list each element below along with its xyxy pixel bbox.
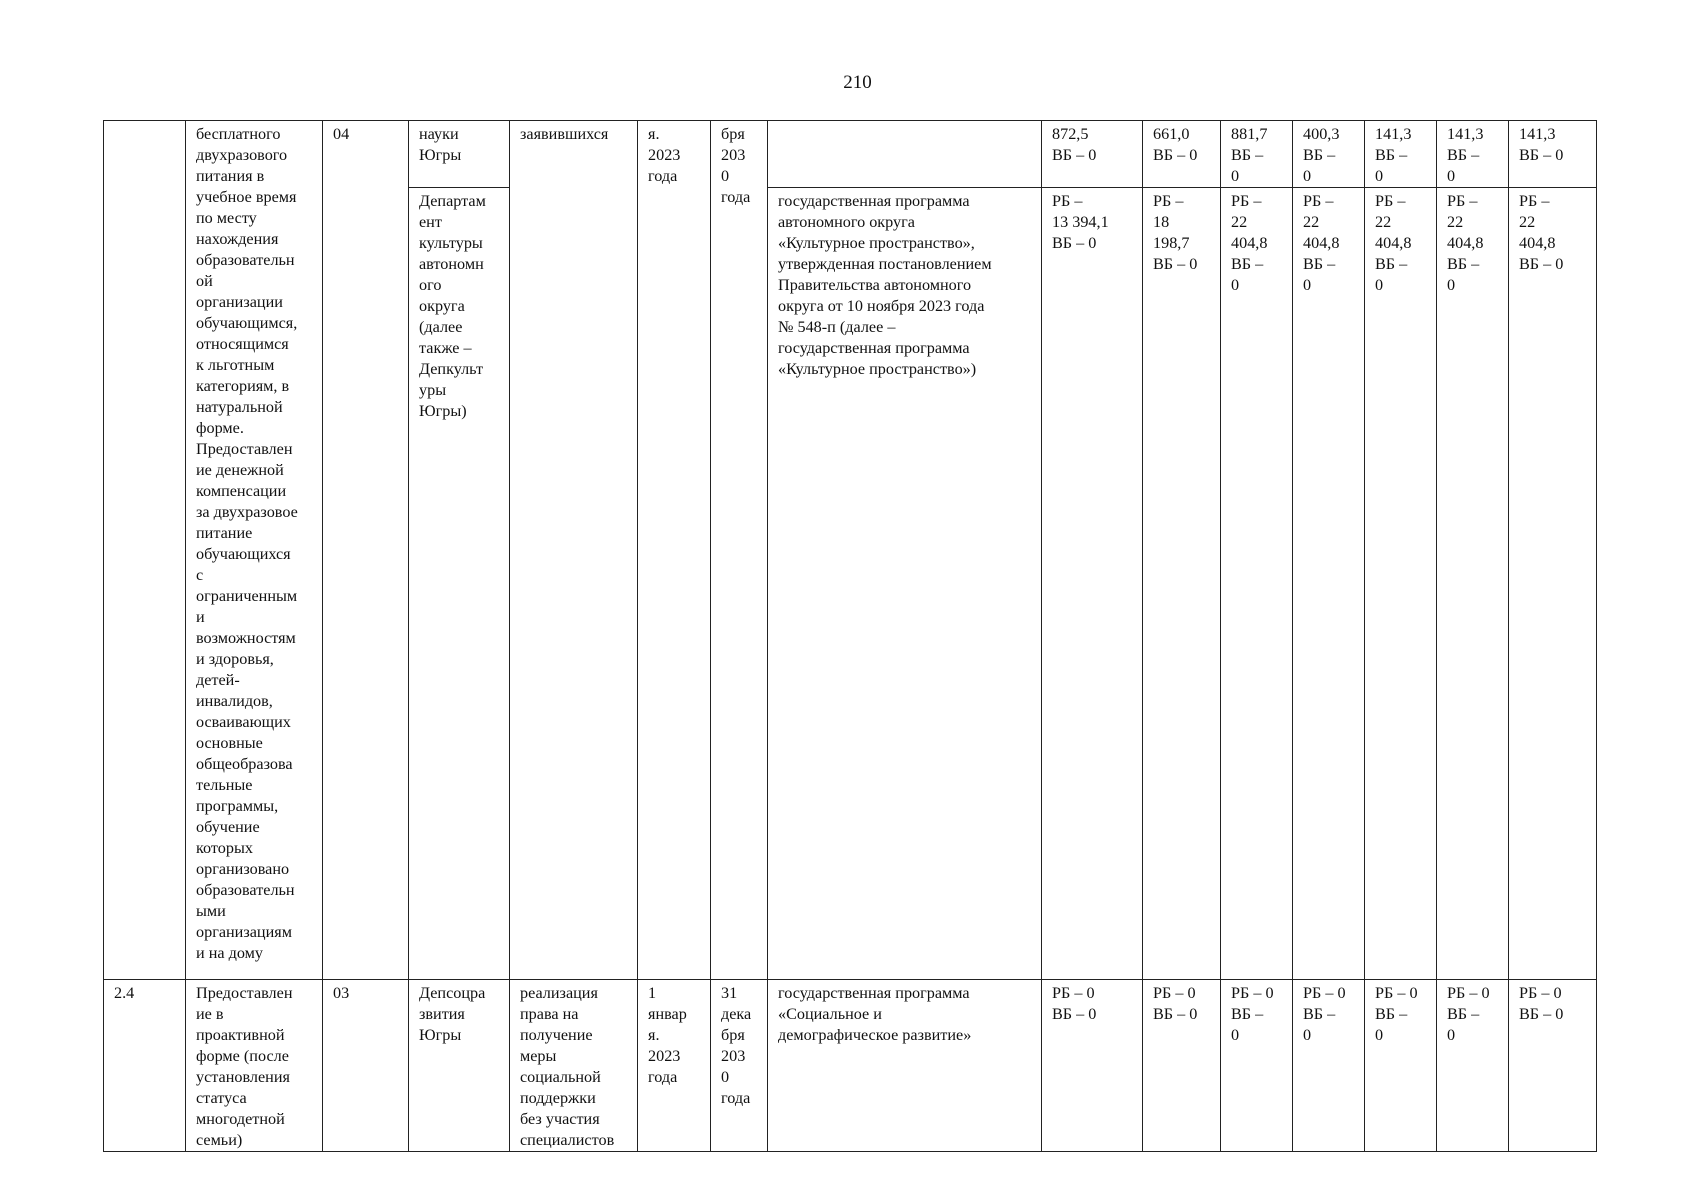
- funding-2025-cell: РБ – 22 404,8 ВБ – 0: [1221, 188, 1293, 980]
- end-date-cell: 31 дека бря 203 0 года: [711, 980, 768, 1152]
- row-number-cell: 2.4: [104, 980, 186, 1152]
- result-cell: реализация права на получение меры социальной поддержки без участия специалистов: [510, 980, 638, 1152]
- executor-cell: Департам ент культуры автономн ого округа (далее также – Депкульт уры Югры): [409, 188, 510, 980]
- funding-2026-cell: РБ – 22 404,8 ВБ – 0: [1293, 188, 1365, 980]
- funding-2024-cell: 661,0 ВБ – 0: [1143, 121, 1221, 188]
- funding-2028-cell: 141,3 ВБ – 0: [1437, 121, 1509, 188]
- funding-2029-cell: 141,3 ВБ – 0: [1509, 121, 1597, 188]
- funding-2023-cell: РБ – 0 ВБ – 0: [1042, 980, 1143, 1152]
- code-cell: 04: [323, 121, 409, 980]
- funding-2025-cell: 881,7 ВБ – 0: [1221, 121, 1293, 188]
- funding-2029-cell: РБ – 0 ВБ – 0: [1509, 980, 1597, 1152]
- program-cell: государственная программа «Социальное и демографическое развитие»: [768, 980, 1042, 1152]
- row-number-cell: [104, 121, 186, 980]
- table-row: [104, 980, 1597, 1152]
- program-cell: [768, 121, 1042, 188]
- page-number: 210: [843, 72, 872, 93]
- funding-2024-cell: РБ – 18 198,7 ВБ – 0: [1143, 188, 1221, 980]
- funding-2029-cell: РБ – 22 404,8 ВБ – 0: [1509, 188, 1597, 980]
- program-table: [103, 120, 1597, 1152]
- funding-2025-cell: РБ – 0 ВБ – 0: [1221, 980, 1293, 1152]
- funding-2026-cell: РБ – 0 ВБ – 0: [1293, 980, 1365, 1152]
- result-cell: заявившихся: [510, 121, 638, 980]
- executor-cell: науки Югры: [409, 121, 510, 188]
- start-date-cell: я. 2023 года: [638, 121, 711, 980]
- funding-2028-cell: РБ – 22 404,8 ВБ – 0: [1437, 188, 1509, 980]
- funding-2027-cell: РБ – 0 ВБ – 0: [1365, 980, 1437, 1152]
- program-cell: государственная программа автономного округа «Культурное пространство», утвержденная постановлением Правительства автономного округа от 10 ноября 2023 года № 548-п (далее – государственная программа «Культурное пространство»): [768, 188, 1042, 980]
- funding-2027-cell: РБ – 22 404,8 ВБ – 0: [1365, 188, 1437, 980]
- event-name-cell: бесплатного двухразового питания в учебное время по месту нахождения образовательн ой организации обучающимся, относящимся к льготным категориям, в натуральной форме. Предоставлен ие денежной компенсации за двухразовое питание обучающихся с ограниченным и возможностям и здоровья, детей- инвалидов, осваивающих основные общеобразова тельные программы, обучение которых организовано образовательн ыми организациям и на дому: [186, 121, 323, 980]
- start-date-cell: 1 январ я. 2023 года: [638, 980, 711, 1152]
- funding-2028-cell: РБ – 0 ВБ – 0: [1437, 980, 1509, 1152]
- table-row: [104, 121, 1597, 188]
- funding-2026-cell: 400,3 ВБ – 0: [1293, 121, 1365, 188]
- event-name-cell: Предоставлен ие в проактивной форме (после установления статуса многодетной семьи): [186, 980, 323, 1152]
- funding-2024-cell: РБ – 0 ВБ – 0: [1143, 980, 1221, 1152]
- funding-2023-cell: РБ – 13 394,1 ВБ – 0: [1042, 188, 1143, 980]
- code-cell: 03: [323, 980, 409, 1152]
- end-date-cell: бря 203 0 года: [711, 121, 768, 980]
- funding-2023-cell: 872,5 ВБ – 0: [1042, 121, 1143, 188]
- executor-cell: Депсоцра звития Югры: [409, 980, 510, 1152]
- funding-2027-cell: 141,3 ВБ – 0: [1365, 121, 1437, 188]
